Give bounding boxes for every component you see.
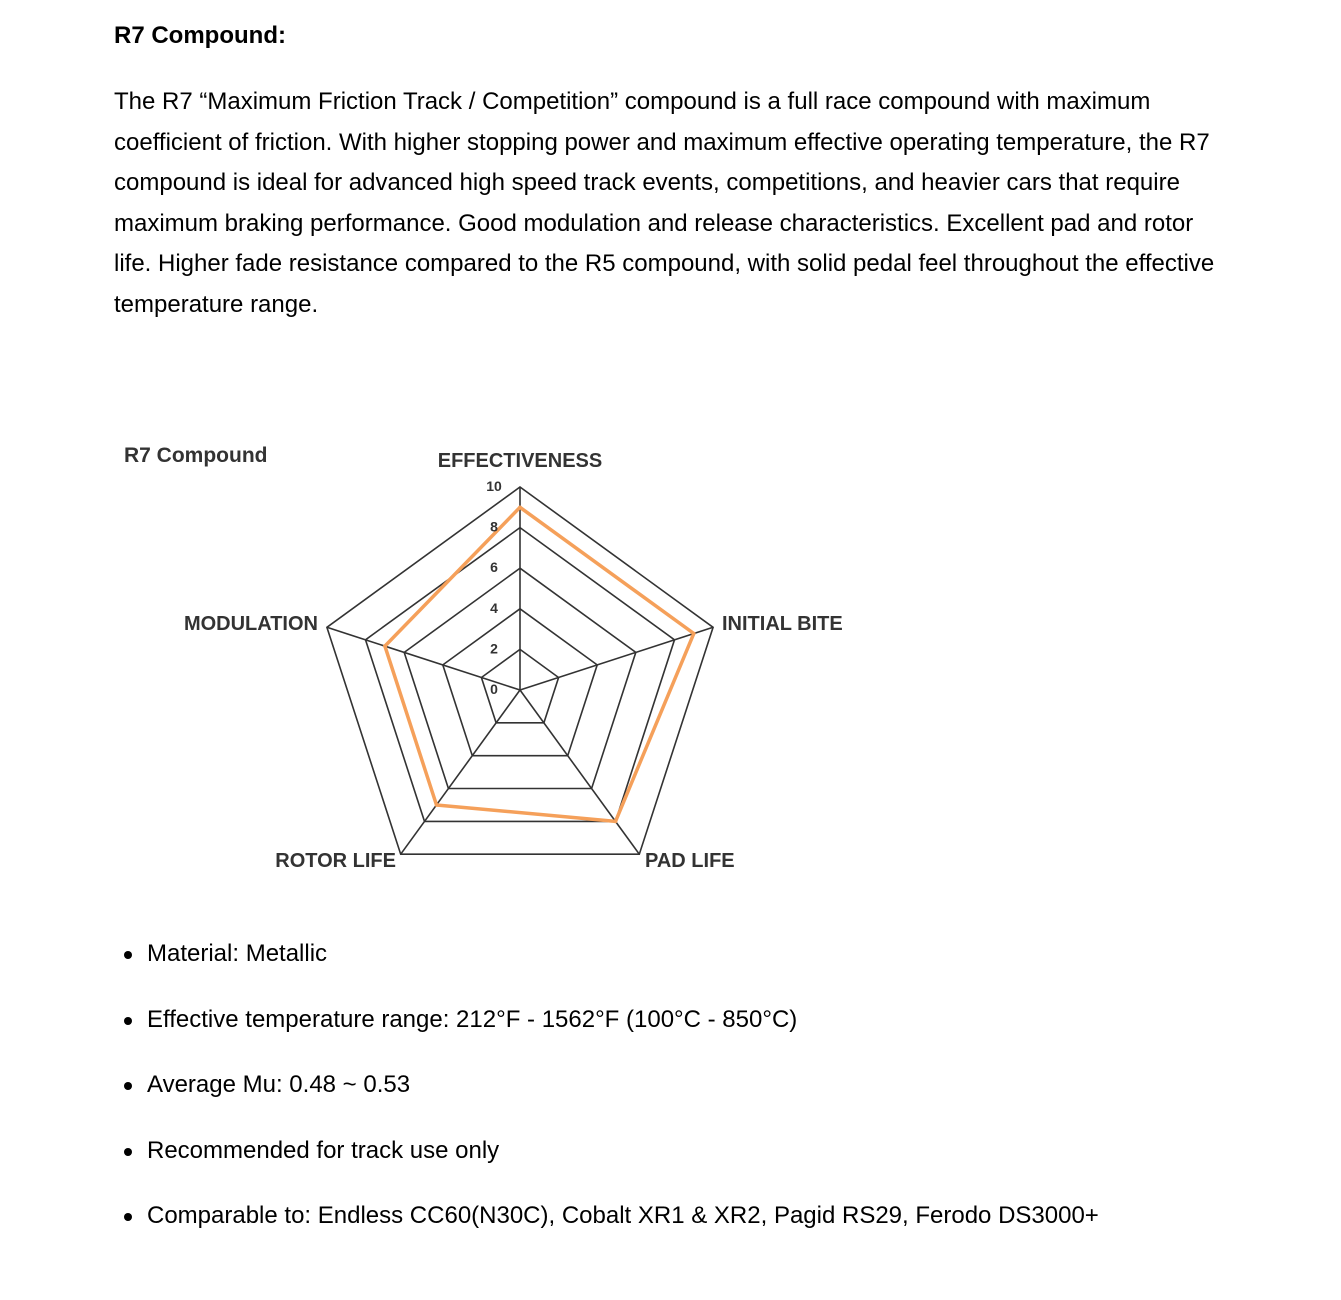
data-point	[383, 644, 387, 648]
radar-grid	[327, 487, 713, 854]
axis-label: MODULATION	[183, 613, 318, 635]
data-point	[435, 803, 439, 807]
spec-item	[0, 1192, 1099, 1258]
scale-tick-label: 0	[490, 681, 498, 697]
spec-text: Comparable to: Endless CC60(N30C), Cobalt XR1 & XR2, Pagid RS29, Ferodo DS3000+	[147, 1202, 1099, 1230]
spec-text: Material: Metallic	[147, 940, 328, 967]
data-point	[614, 820, 618, 824]
grid-spoke	[520, 690, 639, 854]
spec-item	[0, 930, 1099, 996]
axis-label: INITIAL BITE	[722, 613, 843, 635]
scale-tick-label: 2	[490, 640, 498, 657]
chart-title: R7 Compound	[124, 444, 268, 467]
bullet-icon	[124, 1082, 132, 1090]
axis-label: EFFECTIVENESS	[437, 450, 603, 472]
spec-item	[0, 996, 1099, 1062]
radar-chart-svg	[0, 420, 1341, 890]
spec-text: Recommended for track use only	[147, 1136, 500, 1164]
spec-list	[0, 930, 1099, 1258]
bullet-icon	[124, 1148, 132, 1156]
scale-tick-label: 4	[490, 599, 498, 616]
spec-text: Effective temperature range: 212°F - 1562°F (100°C - 850°C)	[147, 1005, 798, 1033]
scale-tick-label: 8	[490, 518, 498, 535]
scale-tick-label: 10	[486, 478, 502, 494]
data-point	[692, 632, 696, 636]
data-point	[518, 506, 522, 510]
axis-label: PAD LIFE	[645, 850, 735, 872]
spec-item	[0, 1061, 1099, 1127]
bullet-icon	[124, 1017, 132, 1025]
spec-item	[0, 1127, 1099, 1193]
radar-chart	[0, 420, 1341, 890]
scale-tick-label: 6	[490, 559, 498, 576]
axis-label: ROTOR LIFE	[275, 850, 396, 872]
bullet-icon	[124, 951, 132, 959]
spec-text: Average Mu: 0.48 ~ 0.53	[147, 1071, 411, 1099]
compound-description: The R7 “Maximum Friction Track / Competition” compound is a full race compound with maximum coefficient of friction. With higher stopping power and maximum effective operating temperature, the R7 compound is ideal for advanced high speed track events, competitions, and heavier cars that require maximum braking performance. Good modulation and release characteristics. Excellent pad and rotor life. Higher fade resistance compared to the R5 compound, with solid pedal feel throughout the effective temperature range.	[114, 88, 1215, 318]
grid-spoke	[401, 690, 520, 854]
bullet-icon	[124, 1213, 132, 1221]
section-heading: R7 Compound:	[114, 22, 286, 49]
